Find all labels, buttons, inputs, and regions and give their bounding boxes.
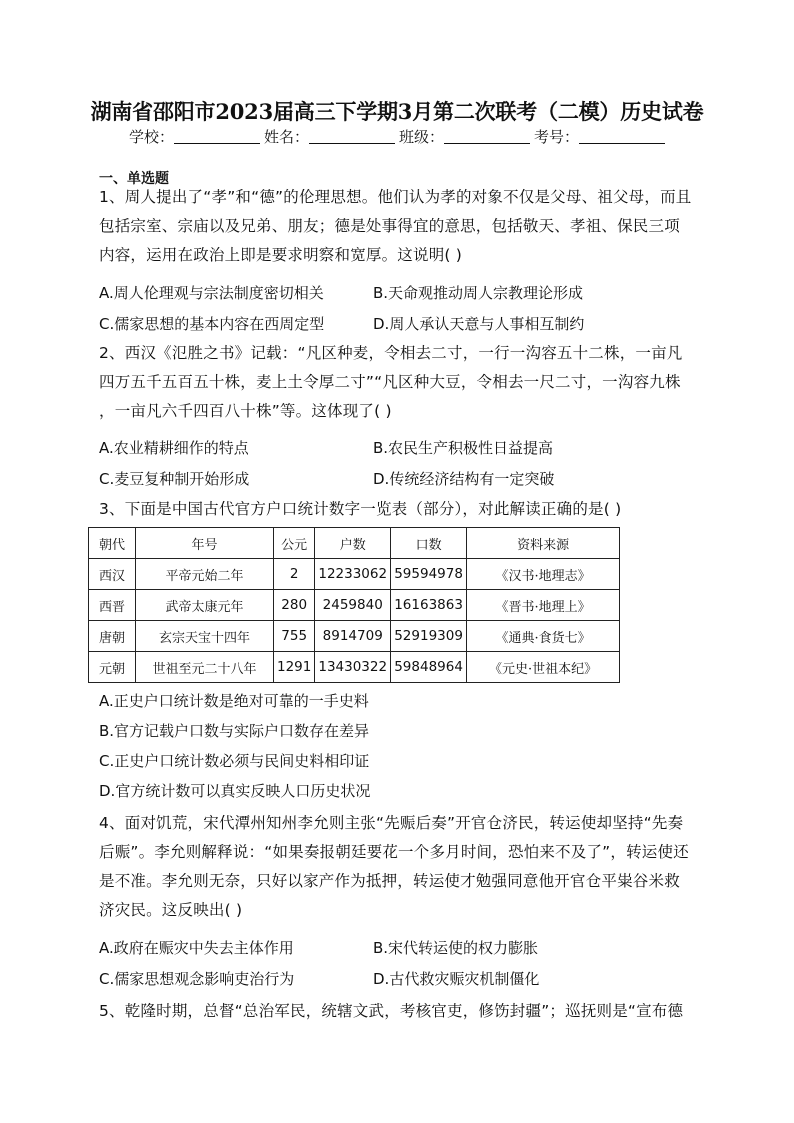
question-line: 包括宗室、宗庙以及兄弟、朋友；德是处事得宜的意思，包括敬天、孝祖、保民三项 (99, 217, 680, 235)
table-cell: 1291 (274, 652, 315, 683)
table-row (89, 590, 620, 621)
option-b[interactable]: B.农民生产积极性日益提高 (373, 439, 554, 457)
question-3-stem: 3、下面是中国古代官方户口统计数字一览表（部分），对此解读正确的是( ) (99, 500, 622, 518)
question-5-stem (99, 997, 697, 1026)
table-cell: 13430322 (315, 652, 391, 683)
name-label: 姓名： (263, 128, 309, 146)
question-line: 5、乾隆时期，总督“总治军民，统辖文武，考核官吏，修饬封疆”；巡抚则是“宣布德 (99, 1002, 684, 1020)
table-header-cell: 公元 (274, 528, 315, 559)
question-line: 内容，运用在政治上即是要求明察和宽厚。这说明( ) (99, 246, 463, 264)
table-cell: 世祖至元二十八年 (136, 652, 274, 683)
table-header-cell: 资料来源 (467, 528, 620, 559)
question-2-stem (99, 339, 697, 426)
option-d[interactable]: D.官方统计数可以真实反映人口历史状况 (99, 782, 371, 800)
question-line: 2、西汉《氾胜之书》记载：“凡区种麦，令相去二寸，一行一沟容五十二株，一亩凡 (99, 344, 683, 362)
table-header-cell: 口数 (391, 528, 467, 559)
option-a[interactable]: A.政府在赈灾中失去主体作用 (99, 939, 294, 957)
table-cell: 玄宗天宝十四年 (136, 621, 274, 652)
table-cell: 12233062 (315, 559, 391, 590)
table-cell: 52919309 (391, 621, 467, 652)
section-heading: 一、单选题 (99, 171, 169, 187)
exam-title: 湖南省邵阳市2023届高三下学期3月第二次联考（二模）历史试卷 (90, 99, 704, 124)
option-a[interactable]: A.正史户口统计数是绝对可靠的一手史料 (99, 692, 369, 710)
option-d[interactable]: D.周人承认天意与人事相互制约 (373, 315, 585, 333)
table-cell: 《晋书·地理上》 (467, 590, 620, 621)
option-c[interactable]: C.麦豆复种制开始形成 (99, 470, 250, 488)
option-c[interactable]: C.正史户口统计数必须与民间史料相印证 (99, 752, 370, 770)
table-cell: 755 (274, 621, 315, 652)
table-cell: 16163863 (391, 590, 467, 621)
option-d[interactable]: D.古代救灾赈灾机制僵化 (373, 970, 540, 988)
table-row (89, 652, 620, 683)
table-cell: 《元史·世祖本纪》 (467, 652, 620, 683)
question-line: 四万五千五百五十株，麦上土令厚二寸”“凡区种大豆，令相去一尺二寸，一沟容九株 (99, 373, 681, 391)
table-cell: 平帝元始二年 (136, 559, 274, 590)
table-cell: 武帝太康元年 (136, 590, 274, 621)
name-blank[interactable] (309, 129, 395, 144)
student-info-line (0, 126, 794, 147)
option-a[interactable]: A.周人伦理观与宗法制度密切相关 (99, 284, 324, 302)
table-cell: 元朝 (89, 652, 136, 683)
number-blank[interactable] (579, 129, 665, 144)
question-line: 4、面对饥荒，宋代潭州知州李允则主张“先赈后奏”开官仓济民，转运使却坚持“先奏 (99, 814, 684, 832)
question-line: ，一亩凡六千四百八十株”等。这体现了( ) (99, 402, 392, 420)
question-line: 济灾民。这反映出( ) (99, 901, 243, 919)
question-1-stem (99, 183, 697, 270)
population-table (88, 527, 620, 683)
table-cell: 8914709 (315, 621, 391, 652)
number-label: 考号： (534, 128, 580, 146)
question-4-options (99, 934, 697, 993)
question-line: 1、周人提出了“孝”和“德”的伦理思想。他们认为孝的对象不仅是父母、祖父母，而且 (99, 188, 692, 206)
question-1-options (99, 279, 697, 338)
question-line: 后赈”。李允则解释说：“如果奏报朝廷要花一个多月时间，恐怕来不及了”，转运使还 (99, 843, 689, 861)
option-c[interactable]: C.儒家思想的基本内容在西周定型 (99, 315, 325, 333)
table-cell: 《汉书·地理志》 (467, 559, 620, 590)
table-cell: 280 (274, 590, 315, 621)
question-line: 是不准。李允则无奈，只好以家产作为抵押，转运使才勉强同意他开官仓平粜谷米救 (99, 872, 680, 890)
table-header-cell: 年号 (136, 528, 274, 559)
question-4-stem (99, 809, 697, 925)
table-header-cell: 朝代 (89, 528, 136, 559)
option-b[interactable]: B.宋代转运使的权力膨胀 (373, 939, 539, 957)
option-b[interactable]: B.天命观推动周人宗教理论形成 (373, 284, 584, 302)
table-cell: 2 (274, 559, 315, 590)
school-label: 学校： (128, 128, 174, 146)
class-label: 班级： (399, 128, 445, 146)
table-cell: 西汉 (89, 559, 136, 590)
option-b[interactable]: B.官方记载户口数与实际户口数存在差异 (99, 722, 370, 740)
table-cell: 唐朝 (89, 621, 136, 652)
option-c[interactable]: C.儒家思想观念影响吏治行为 (99, 970, 295, 988)
school-blank[interactable] (174, 129, 260, 144)
option-d[interactable]: D.传统经济结构有一定突破 (373, 470, 555, 488)
table-row (89, 621, 620, 652)
table-cell: 59848964 (391, 652, 467, 683)
option-a[interactable]: A.农业精耕细作的特点 (99, 439, 249, 457)
class-blank[interactable] (444, 129, 530, 144)
table-cell: 西晋 (89, 590, 136, 621)
question-2-options (99, 434, 697, 493)
table-row (89, 559, 620, 590)
table-cell: 2459840 (315, 590, 391, 621)
table-header-cell: 户数 (315, 528, 391, 559)
table-cell: 59594978 (391, 559, 467, 590)
question-3-options (99, 686, 697, 806)
table-header-row (89, 528, 620, 559)
table-cell: 《通典·食货七》 (467, 621, 620, 652)
